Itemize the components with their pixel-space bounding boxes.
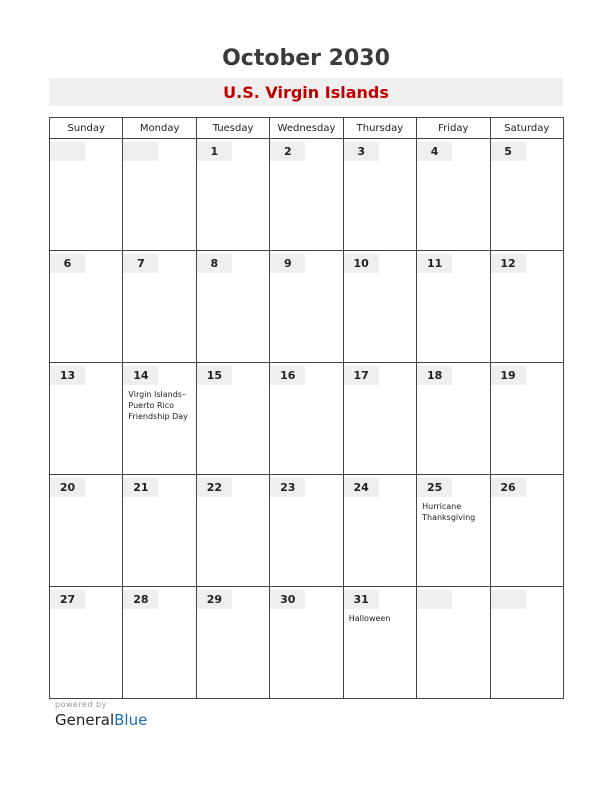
day-cell: [417, 251, 490, 363]
brand-general: General: [55, 711, 115, 729]
day-cell: [50, 139, 123, 251]
day-number: 28: [123, 590, 158, 609]
day-number: 8: [197, 254, 232, 273]
day-cell: [270, 363, 343, 475]
region-banner: [49, 78, 563, 106]
day-number: 5: [491, 142, 526, 161]
day-cell: [123, 475, 196, 587]
day-number: 1: [197, 142, 232, 161]
day-number: 30: [270, 590, 305, 609]
day-number: 26: [491, 478, 526, 497]
weekday-header-row: [50, 118, 564, 139]
day-event: Virgin Islands–Puerto Rico Friendship Day: [128, 390, 188, 421]
weekday-header: Wednesday: [270, 118, 343, 139]
day-cell: [417, 363, 490, 475]
day-number: 18: [417, 366, 452, 385]
day-cell: [123, 251, 196, 363]
day-cell: [196, 475, 269, 587]
day-number: 15: [197, 366, 232, 385]
week-row: [50, 363, 564, 475]
day-number: 10: [344, 254, 379, 273]
day-number: 16: [270, 366, 305, 385]
day-cell: [196, 587, 269, 699]
day-number: [50, 142, 85, 161]
day-cell: [50, 587, 123, 699]
day-cell: [417, 475, 490, 587]
weekday-header: Friday: [417, 118, 490, 139]
day-number: [417, 590, 452, 609]
day-cell: [343, 139, 416, 251]
weekday-header: Saturday: [490, 118, 563, 139]
day-cell: [270, 475, 343, 587]
day-cell: [50, 251, 123, 363]
calendar-grid: [49, 117, 564, 699]
day-number: [491, 590, 526, 609]
day-number: 11: [417, 254, 452, 273]
day-number: 24: [344, 478, 379, 497]
day-number: 14: [123, 366, 158, 385]
week-row: [50, 251, 564, 363]
day-cell: [123, 587, 196, 699]
footer-branding: [55, 700, 147, 729]
day-number: [123, 142, 158, 161]
day-cell: [270, 587, 343, 699]
weekday-header: Thursday: [343, 118, 416, 139]
day-event: Halloween: [348, 614, 391, 623]
day-number: 27: [50, 590, 85, 609]
day-number: 6: [50, 254, 85, 273]
day-cell: [343, 251, 416, 363]
day-number: 12: [491, 254, 526, 273]
day-number: 19: [491, 366, 526, 385]
month-title: October 2030: [222, 46, 390, 71]
day-cell: [123, 363, 196, 475]
region-title: U.S. Virgin Islands: [223, 83, 389, 102]
day-cell: [196, 139, 269, 251]
day-number: 29: [197, 590, 232, 609]
day-number: 20: [50, 478, 85, 497]
week-row: [50, 139, 564, 251]
weekday-header: Tuesday: [196, 118, 269, 139]
day-cell: [343, 363, 416, 475]
day-number: 25: [417, 478, 452, 497]
brand-logo[interactable]: [55, 711, 147, 729]
day-number: 2: [270, 142, 305, 161]
day-cell: [270, 139, 343, 251]
day-cell: [490, 587, 563, 699]
day-cell: [490, 251, 563, 363]
day-number: 31: [344, 590, 379, 609]
day-number: 4: [417, 142, 452, 161]
day-cell: [50, 475, 123, 587]
day-event: Hurricane Thanksgiving: [422, 502, 476, 522]
day-cell: [490, 363, 563, 475]
day-cell: [196, 251, 269, 363]
day-cell: [490, 475, 563, 587]
day-cell: [123, 139, 196, 251]
week-row: [50, 475, 564, 587]
day-number: 17: [344, 366, 379, 385]
day-cell: [50, 363, 123, 475]
day-cell: [417, 139, 490, 251]
day-number: 7: [123, 254, 158, 273]
day-number: 21: [123, 478, 158, 497]
day-cell: [490, 139, 563, 251]
day-number: 3: [344, 142, 379, 161]
day-number: 23: [270, 478, 305, 497]
day-number: 9: [270, 254, 305, 273]
day-number: 13: [50, 366, 85, 385]
day-cell: [343, 587, 416, 699]
day-cell: [196, 363, 269, 475]
brand-blue: Blue: [114, 711, 148, 729]
week-row: [50, 587, 564, 699]
weekday-header: Sunday: [50, 118, 123, 139]
day-number: 22: [197, 478, 232, 497]
day-cell: [417, 587, 490, 699]
powered-by-label: powered by: [55, 700, 107, 709]
day-cell: [343, 475, 416, 587]
weekday-header: Monday: [123, 118, 196, 139]
day-cell: [270, 251, 343, 363]
